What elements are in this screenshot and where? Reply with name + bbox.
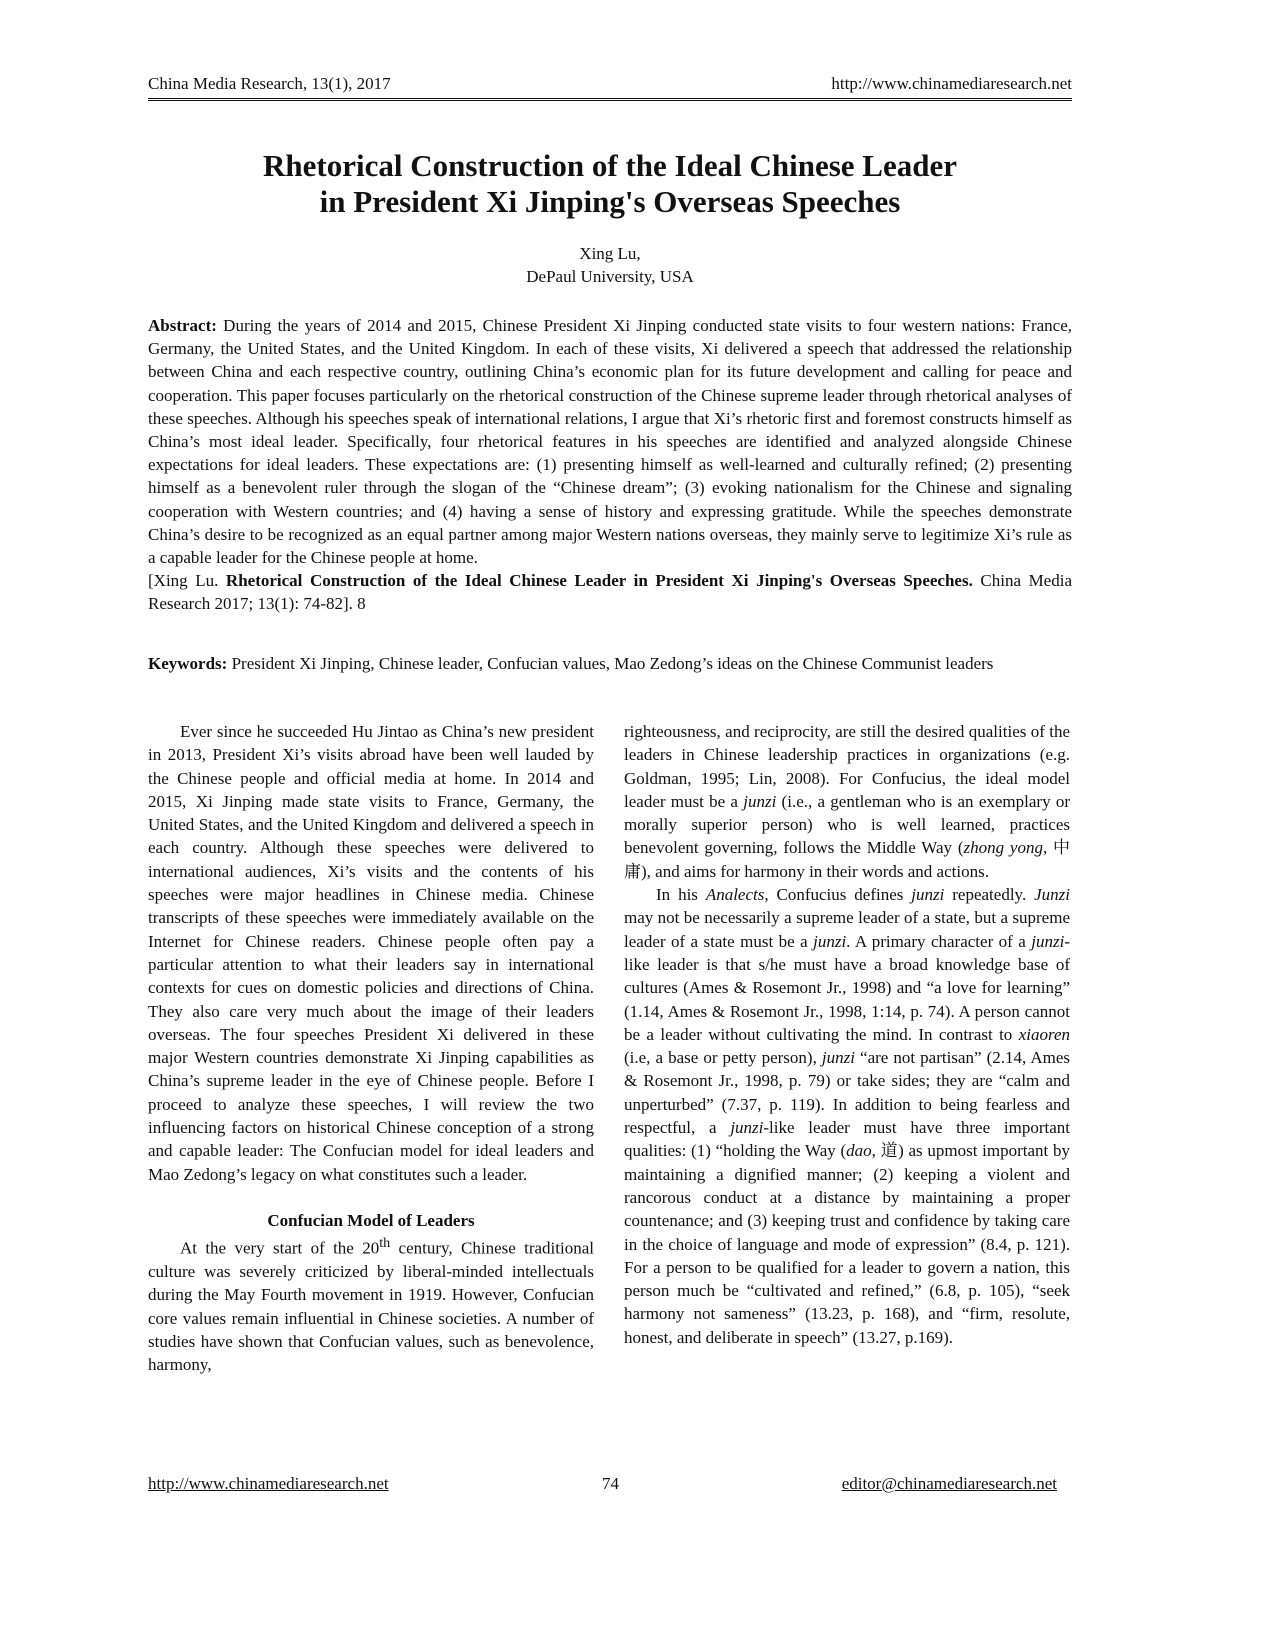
superscript: th [379,1235,391,1252]
abstract [148,314,1072,616]
author-affiliation: DePaul University, USA [526,267,694,286]
italic-term: junzi [743,791,777,811]
italic-term: junzi [911,885,945,905]
italic-term: junzi [1031,931,1065,951]
italic-term: zhong yong [963,838,1043,858]
keywords-text: President Xi Jinping, Chinese leader, Confucian values, Mao Zedong’s ideas on the Chinese Communist leaders [227,654,994,673]
italic-term: Analects [705,885,765,905]
section-heading: Confucian Model of Leaders [267,1210,475,1230]
keywords [148,652,1072,675]
right-column [624,720,1070,1349]
abstract-label: Abstract: [148,316,217,335]
journal-citation: China Media Research, 13(1), 2017 [148,74,391,93]
abstract-body [148,314,1072,569]
body-paragraph [148,1232,594,1376]
keywords-label: Keywords: [148,654,228,673]
running-header [148,72,1072,101]
text-run: At the very start of the 20 [180,1238,380,1258]
page-number: 74 [602,1474,619,1493]
text-run: -like leader is that s/he must have a broad knowledge base of cultures (Ames & Rosemont Jr., 1998) and “a love for learning” (1.14, Ames & Rosemont Jr., 1998, 1:14, p. 74). A person cannot be a leader without cultivating the mind. In contrast to [624,931,1070,1044]
italic-term: Junzi [1034,885,1070,905]
page-footer [148,1474,1072,1498]
paper-title [148,148,1072,220]
text-run: , Confucius defines [764,885,912,905]
citation-rest: China Media Research 2017; 13(1): 74-82]. 8 [148,571,1072,614]
text-run: . A primary character of a [846,931,1032,951]
title-line-1: Rhetorical Construction of the Ideal Chinese Leader [263,148,957,183]
text-run: (i.e, a base or petty person), [624,1048,822,1068]
author-name: Xing Lu, [579,244,641,263]
body-paragraph [624,883,1070,1349]
text-run: (i.e., a gentleman who is an exemplary or morally superior person) who is well learned, practices benevolent governing, follows the Middle Way ( [624,791,1070,858]
text-run: repeatedly. [944,885,1035,905]
author-block [148,242,1072,288]
title-line-2: in President Xi Jinping's Overseas Speeches [319,184,901,219]
footer-email-link[interactable]: editor@chinamediaresearch.net [841,1474,1057,1493]
italic-term: dao [846,1141,872,1161]
italic-term: junzi [730,1118,764,1138]
italic-term: xiaoren [1018,1024,1070,1044]
citation-title: Rhetorical Construction of the Ideal Chinese Leader in President Xi Jinping's Overseas Speeches. [225,571,973,591]
italic-term: junzi [821,1048,855,1068]
text-run: “are not partisan” (2.14, Ames & Rosemont Jr., 1998, p. 79) or take sides; they are “calm and unperturbed” (7.37, p. 119). In addition to being fearless and respectful, a [624,1048,1071,1138]
body-paragraph [624,720,1070,883]
footer-url-link[interactable]: http://www.chinamediaresearch.net [148,1474,389,1493]
citation [148,569,1072,615]
text-run: , 中庸), and aims for harmony in their words and actions. [624,838,1070,881]
italic-term: junzi [813,931,847,951]
body-paragraph: Ever since he succeeded Hu Jintao as China’s new president in 2013, President Xi’s visits abroad have been well lauded by the Chinese people and official media at home. In 2014 and 2015, Xi Jinping made state visits to France, Germany, the United States, and the United Kingdom and delivered a speech in each country. Although these speeches were delivered to international audiences, Xi’s visits and the contents of his speeches were major headlines in Chinese media. Chinese transcripts of these speeches were immediately available on the Internet for Chinese readers. Chinese people often pay a particular attention to what their leaders say in international contexts for cues on domestic policies and directions of China. They also care very much about the image of their leaders overseas. The four speeches President Xi delivered in these major Western countries demonstrate Xi Jinping capabilities as China’s supreme leader in the eye of Chinese people. Before I proceed to analyze these speeches, I will review the two influencing factors on historical Chinese conception of a strong and capable leader: The Confucian model for ideal leaders and Mao Zedong’s legacy on what constitutes such a leader. [148,722,594,1184]
text-run: , 道) as upmost important by maintaining a dignified manner; (2) keeping a violent and rancorous conduct at a distance by maintaining a proper countenance; and (3) keeping trust and confidence by taking care in the choice of language and mode of expression” (8.4, p. 121). For a person to be qualified for a leader to govern a nation, this person much be “cultivated and refined,” (6.8, p. 105), “seek harmony not sameness” (13.23, p. 168), and “firm, resolute, honest, and deliberate in speech” (13.27, p.169). [624,1141,1070,1347]
abstract-text: During the years of 2014 and 2015, Chinese President Xi Jinping conducted state visits to four western nations: France, Germany, the United States, and the United Kingdom. In each of these visits, Xi delivered a speech that addressed the relationship between China and each respective country, outlining China’s economic plan for its future development and calling for peace and cooperation. This paper focuses particularly on the rhetorical construction of the Chinese supreme leader through rhetorical analyses of these speeches. Although his speeches speak of international relations, I argue that Xi’s rhetoric first and foremost constructs himself as China’s most ideal leader. Specifically, four rhetorical features in his speeches are identified and analyzed alongside Chinese expectations for ideal leaders. These expectations are: (1) presenting himself as well-learned and culturally refined; (2) presenting himself as a benevolent ruler through the slogan of the “Chinese dream”; (3) evoking nationalism for the Chinese and signaling cooperation with Western countries; and (4) having a sense of history and expressing gratitude. While the speeches demonstrate China’s desire to be recognized as an equal partner among major Western nations overseas, they mainly serve to legitimize Xi’s rule as a capable leader for the Chinese people at home. [148,316,1072,568]
text-run: may not be necessarily a supreme leader of a state, but a supreme leader of a state must be a [624,908,1070,951]
header-url: http://www.chinamediaresearch.net [831,74,1072,93]
text-run: righteousness, and reciprocity, are still the desired qualities of the leaders in Chinese leadership practices in organizations (e.g. Goldman, 1995; Lin, 2008). For Confucius, the ideal model leader must be a [624,722,1070,811]
citation-open: [Xing Lu. [148,571,226,591]
text-run: In his [656,885,706,905]
text-run: century, Chinese traditional culture was severely criticized by liberal-minded intellectuals during the May Fourth movement in 1919. However, Confucian core values remain influential in Chinese societies. A number of studies have shown that Confucian values, such as benevolence, harmony, [148,1238,594,1375]
left-column [148,720,594,1377]
text-run: -like leader must have three important qualities: (1) “holding the Way ( [624,1118,1070,1161]
